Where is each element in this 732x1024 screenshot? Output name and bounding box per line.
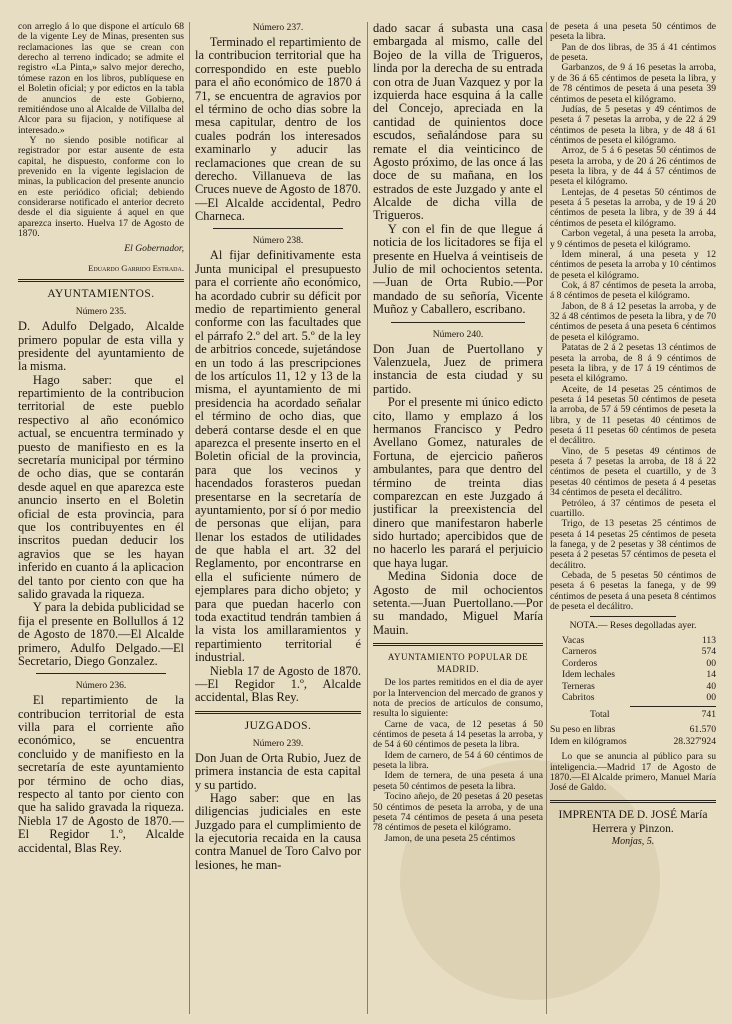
- notice-239-continued: dado sacar á subasta una casa embargada al mismo, calle del Bojeo de la villa de Trigueros, linda por la derecha de su entrada con otra de Juan Vazquez y por la izquierda hace esquina á la calle del Concejo, apreciada en la cantidad de quinientos doce escudos, señalándose para su remate el dia veinticinco de Agosto próximo, de las once á las doce de su mañana, en los estrados de este Juzgado y ante el Alcalde de dicha villa de Trigueros.: [373, 22, 543, 223]
- price-cok: Cok, á 87 céntimos de peseta la arroba, á 8 céntimos de peseta el kilógramo.: [550, 279, 716, 302]
- notice-235-lead: D. Adulfo Delgado, Alcalde primero popular de esta villa y presidente del ayuntamiento de la misma.: [18, 319, 184, 374]
- section-divider: [550, 800, 716, 803]
- column-divider: [367, 22, 368, 1014]
- price-trigo: Trigo, de 13 pesetas 25 céntimos de peseta á 14 pesetas 25 céntimos de peseta la fanega, y de 2 pesetas y 38 céntimos de peseta á 2 pesetas 57 céntimos de peseta el decálitro.: [550, 518, 716, 571]
- price-garbanzos: Garbanzos, de 9 á 16 pesetas la arroba, y de 36 á 65 céntimos de peseta la libra, y de 78 céntimos de peseta á una peseta 39 céntimos de peseta el kilógramo.: [550, 62, 716, 105]
- reses-value: 00: [706, 657, 716, 669]
- totals-table: [550, 709, 716, 721]
- reses-table: [550, 635, 716, 704]
- price-jamon: Jamon, de una peseta 25 céntimos: [384, 832, 516, 844]
- reses-value: 00: [706, 692, 716, 704]
- total-label: Total: [590, 708, 610, 720]
- reses-label: Terneras: [562, 680, 595, 692]
- reses-label: Idem lechales: [562, 669, 616, 681]
- price-aceite: Aceite, de 14 pesetas 25 céntimos de peseta á 14 pesetas 50 céntimos de peseta la arroba, de 57 á 59 céntimos de peseta la libra, y de 11 pesetas 40 céntimos de peseta á 11 pesetas 60 céntimos de peseta el decálitro.: [550, 383, 716, 447]
- peso-libras-label: Su peso en libras: [550, 724, 616, 736]
- notice-240-closing: Medina Sidonia doce de Agosto de mil ochocientos setenta.—Juan Puertollano.—Por su mandado, Miguel María Mauin.: [373, 569, 543, 637]
- reses-label: Carneros: [562, 646, 597, 658]
- notice-235-closing: Y para la debida publicidad se fija el presente en Bollullos á 12 de Agosto de 1870.—El Alcalde primero, Adulfo Delgado.—El Secretario, Diego Gonzalez.: [18, 600, 184, 668]
- section-heading-madrid-city: MADRID.: [436, 664, 480, 675]
- reses-row: [550, 646, 716, 658]
- notice-235-body: Hago saber: que el repartimiento de la contribucion territorial de este pueblo respectivo al año económico actual, se encuentra terminado y puesto de manifiesto en es la secretaría municipal por término de ocho dias, que se contarán desde aquel en que aparezca este anuncio inserto en el Boletin oficial de esta provincia, para que los contribuyentes en él inscritos puedan deducir los agravios que se les hayan inferido en cuanto á la aplicacion del tanto por ciento con que ha salido gravada la riqueza.: [18, 372, 184, 601]
- peso-kg-label: Idem en kilógramos: [550, 735, 627, 747]
- price-carbon-mineral: Idem mineral, á una peseta y 12 céntimos de peseta la arroba y 10 céntimos de peseta el kilógramo.: [550, 248, 716, 281]
- price-arroz: Arroz, de 5 á 6 pesetas 50 céntimos de peseta la arroba, y de 20 á 26 céntimos de peseta la libra, y de 44 á 57 céntimos de peseta el kilógramo.: [550, 145, 716, 188]
- section-heading-ayuntamientos: AYUNTAMIENTOS.: [47, 288, 155, 301]
- reses-value: 113: [701, 634, 716, 646]
- price-ternera: Idem de ternera, de una peseta á una peseta 50 céntimos de peseta la libra.: [373, 770, 543, 792]
- price-lentejas: Lentejas, de 4 pesetas 50 céntimos de peseta á 5 pesetas la arroba, y de 19 á 20 céntimos de peseta la libra, y de 39 á 44 céntimos de peseta el kilógramo.: [550, 186, 716, 229]
- notice-divider: [391, 322, 525, 323]
- price-tocino: Tocino añejo, de 20 pesetas á 20 pesetas 50 céntimos de peseta la arroba, y de una peseta 74 céntimos de peseta á una peseta 78 céntimos de peseta el kilógramo.: [373, 791, 543, 834]
- price-vino: Vino, de 5 pesetas 49 céntimos de peseta á 7 pesetas la arroba, de 18 á 22 céntimos de peseta el cuartillo, y de 3 pesetas 40 céntimos de peseta á 4 pesetas 34 céntimos de peseta el decálitro.: [550, 445, 716, 499]
- notice-number-240: Número 240.: [432, 328, 484, 340]
- madrid-closing: Lo que se anuncia al público para su inteligencia.—Madrid 17 de Agosto de 1870.—El Alcalde primero, Manuel María José de Galdo.: [550, 751, 716, 794]
- price-carne-vaca: Carne de vaca, de 12 pesetas á 50 céntimos de peseta á 14 pesetas la arroba, y de 54 á 60 céntimos de peseta la libra.: [373, 718, 543, 751]
- reses-value: 40: [706, 680, 716, 692]
- nota-heading: NOTA.— Reses degolladas ayer.: [569, 620, 697, 632]
- reses-row: [550, 658, 716, 670]
- total-rule: [630, 706, 716, 707]
- price-petroleo: Petróleo, á 37 céntimos de peseta el cuartillo.: [550, 497, 716, 519]
- price-jamon-cont: de peseta á una peseta 50 céntimos de peseta la libra.: [550, 22, 716, 43]
- price-jabon: Jabon, de 8 á 12 pesetas la arroba, y de 32 á 48 céntimos de peseta la libra, y de 70 céntimos de peseta á una peseta 6 céntimos de peseta el kilógramo.: [550, 300, 716, 343]
- reses-label: Corderos: [562, 657, 598, 669]
- notice-number-236: Número 236.: [75, 680, 127, 692]
- peso-kg-row: [550, 736, 716, 748]
- notice-number-237: Número 237.: [252, 22, 304, 33]
- price-pan: Pan de dos libras, de 35 á 41 céntimos de peseta.: [550, 41, 716, 64]
- price-patatas: Patatas de 2 á 2 pesetas 13 céntimos de peseta la arroba, de 8 á 9 céntimos de peseta la libra, y de 17 á 19 céntimos de peseta el kilógramo.: [550, 342, 716, 385]
- section-divider: [18, 279, 184, 282]
- notice-240-lead: Don Juan de Puertollano y Valenzuela, Juez de primera instancia de esta ciudad y su partido.: [373, 341, 543, 396]
- price-cebada: Cebada, de 5 pesetas 50 céntimos de peseta á 6 pesetas la fanega, y de 99 céntimos de peseta á una peseta 8 céntimos de peseta el decálitro.: [550, 570, 716, 613]
- price-carnero: Idem de carnero, de 54 á 60 céntimos de peseta la libra.: [373, 749, 543, 772]
- governor-title: El Gobernador,: [124, 242, 184, 254]
- mining-notice-text: Y no siendo posible notificar al registrador por estar ausente de esta capital, he dispuesto, conforme con lo prevenido en la vigente legislacion de minas, la publicacion del presente anuncio en este periódico oficial; debiendo considerarse notificado el anterior decreto desde el dia siguiente á aquel en que aparezca inserto. Huelva 17 de Agosto de 1870.: [18, 134, 184, 240]
- price-judias: Judías, de 5 pesetas y 49 céntimos de peseta á 7 pesetas la arroba, y de 22 á 29 céntimos de peseta la libra, y de 48 á 61 céntimos de peseta el kilógramo.: [550, 103, 716, 146]
- reses-row: [550, 692, 716, 704]
- section-divider: [373, 643, 543, 646]
- reses-value: 14: [706, 669, 716, 681]
- total-row: [550, 709, 716, 721]
- reses-row: [550, 669, 716, 681]
- governor-name: Eduardo Garrido Estrada.: [88, 263, 184, 274]
- total-value: 741: [701, 708, 716, 720]
- notice-239-closing: Y con el fin de que llegue á noticia de los licitadores se fija el presente en Huelva á veintiseis de Julio de mil ochocientos setenta.—Juan de Orta Rubio.—Por mandado de su señoría, Vicente Muñoz y Caballero, escribano.: [373, 221, 543, 317]
- notice-239-body: Hago saber: que en las diligencias judiciales en este Juzgado para el cumplimiento de la ejecutoria recaida en la causa contra Manuel de Toro Calvo por lesiones, he man-: [195, 790, 361, 872]
- column-divider: [189, 22, 190, 1014]
- section-heading-juzgados: JUZGADOS.: [244, 719, 312, 732]
- notice-divider: [590, 616, 676, 617]
- peso-libras-row: [550, 724, 716, 736]
- madrid-intro: De los partes remitidos en el dia de ayer por la Intervencion del mercado de granos y nota de precios de artículos de consumo, resulta lo siguiente:: [373, 677, 543, 720]
- notice-239-lead: Don Juan de Orta Rubio, Juez de primera instancia de esta capital y su partido.: [195, 750, 361, 792]
- peso-libras-value: 61.570: [689, 724, 716, 736]
- notice-number-235: Número 235.: [75, 306, 127, 318]
- price-carbon-vegetal: Carbon vegetal, á una peseta la arroba, y 9 céntimos de peseta el kilógramo.: [550, 228, 716, 250]
- reses-label: Cabritos: [562, 692, 595, 704]
- peso-kg-value: 28.327'924: [673, 735, 716, 747]
- mining-decree-text: con arreglo á lo que dispone el artículo 68 de la vigente Ley de Minas, presenten sus reclamaciones las que se crean con derecho al terreno indicado; se admite el registro «La Pinta,» salvo mejor derecho, tómese razon en los libros, publíquese en el Boletin oficial; y por edictos en la tabla de anuncios de este Gobierno, remitiéndose uno al Alcalde de Villalba del Alcor para su fijacion, y notifíquese al interesado.»: [18, 22, 184, 136]
- notice-divider: [36, 673, 166, 674]
- column-4: [550, 22, 716, 848]
- notice-number-239: Número 239.: [252, 737, 304, 749]
- column-3: [373, 22, 543, 844]
- column-1: [18, 22, 184, 855]
- notice-number-238: Número 238.: [252, 235, 304, 247]
- section-heading-madrid: AYUNTAMIENTO POPULAR DE: [387, 652, 529, 663]
- column-divider: [546, 22, 547, 1014]
- notice-236-body: El repartimiento de la contribucion territorial de esta villa para el corriente año económico, se encuentra concluido y de manifiesto en la secretaría de este ayuntamiento por término de ocho dias, respecto al tanto por ciento con que ha salido gravada la riqueza. Niebla 17 de Agosto de 1870.—El Regidor 1.º, Alcalde accidental, Blas Rey.: [18, 693, 184, 855]
- reses-row: [550, 681, 716, 693]
- notice-238-body: Al fijar definitivamente esta Junta municipal el presupuesto para el corriente año económico, ha acordado cubrir su déficit por medio de repartimiento general conforme con las facultades que el párrafo 2.º del art. 5.º de la ley de arbitrios concede, sujetándose en un todo á las prescripciones de los artículos 11, 12 y 13 de la misma, el ayuntamiento de mi presidencia ha acordado señalar el término de ocho dias, que deberá contarse desde el en que aparezca el presente inserto en el Boletin oficial de la provincia, para que los vecinos y hacendados forasteros puedan presentarse en la secretaría de ayuntamiento, por sí ó por medio de personas que elijan, para llenar los estados de utilidades de que habla el art. 32 del Reglamento, por encontrarse en ella el suficiente número de ejemplares para dicho objeto; y para que puedan hacerlo con toda exactitud tendrán tambien á la vista los amillaramientos y repartimiento territorial é industrial.: [195, 248, 361, 665]
- printer-imprint: IMPRENTA DE D. JOSÉ María Herrera y Pinzon.: [558, 808, 708, 835]
- section-divider: [195, 711, 361, 714]
- notice-240-body: Por el presente mi único edicto cito, llamo y emplazo á los hermanos Francisco y Pedro Avellano Gomez, naturales de Fortuna, de ejercicio pañeros ambulantes, para que dentro del término de treinta dias comparezcan en este Juzgado á justificar la preexistencia del dinero que manifestaron haberle sido hurtado; apercibidos que de no hacerlo les parará el perjuicio que haya lugar.: [373, 395, 543, 570]
- printer-address: Monjas, 5.: [611, 836, 655, 848]
- notice-237-body: Terminado el repartimiento de la contribucion territorial que ha correspondido en este pueblo para el año económico de 1870 á 71, se encuentra de agravios por el término de ocho dias sobre la mesa capitular, dentro de los cuales podrán los interesados examinarlo y aducir las reclamaciones que crean de su derecho. Villanueva de las Cruces nueve de Agosto de 1870.—El Alcalde accidental, Pedro Charneca.: [195, 35, 361, 224]
- reses-label: Vacas: [562, 634, 585, 646]
- reses-value: 574: [701, 646, 716, 658]
- column-2: [195, 22, 361, 872]
- reses-row: [550, 635, 716, 647]
- notice-divider: [213, 228, 343, 229]
- notice-238-closing: Niebla 17 de Agosto de 1870.—El Regidor 1.º, Alcalde accidental, Blas Rey.: [195, 663, 361, 705]
- peso-table: [550, 724, 716, 747]
